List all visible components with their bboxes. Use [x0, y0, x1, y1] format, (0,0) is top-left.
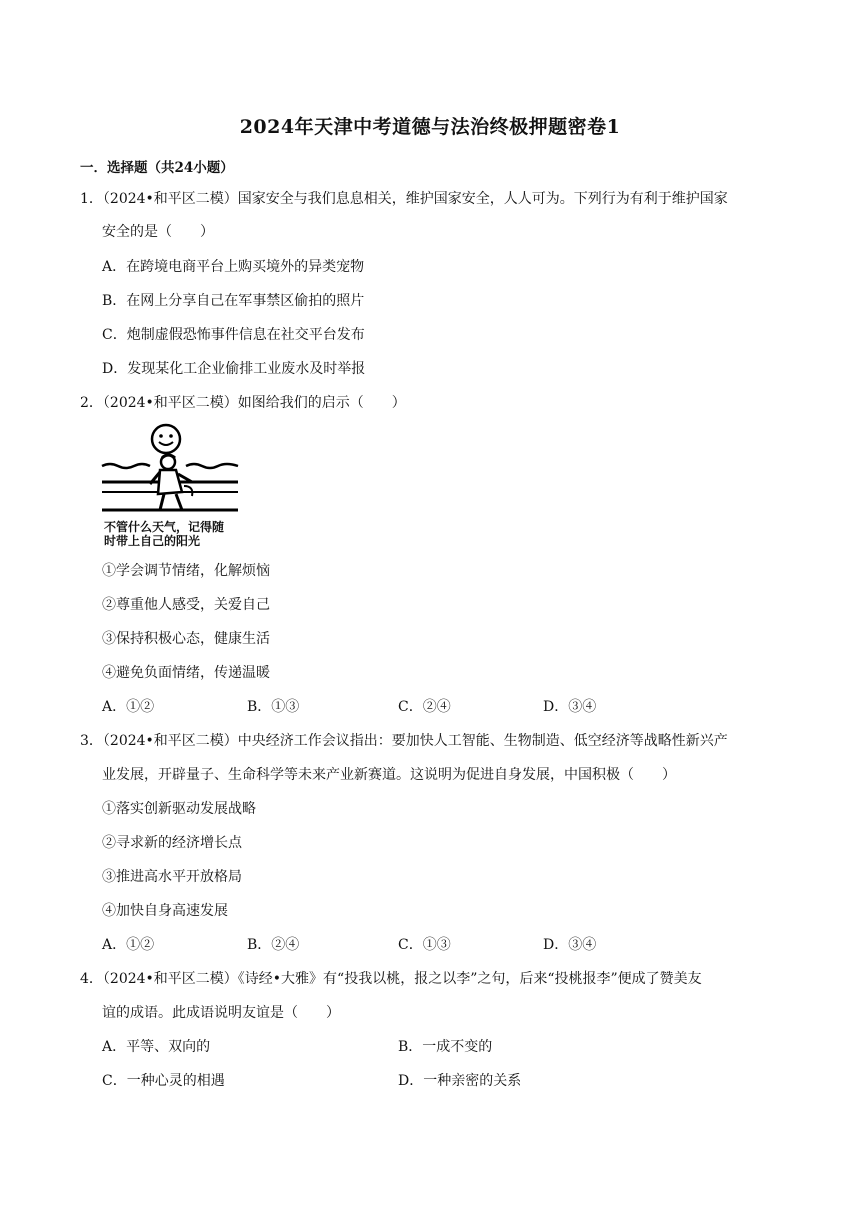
q3-option-d: D．③④	[543, 937, 597, 953]
q1-option-d: D．发现某化工企业偷排工业废水及时举报	[102, 361, 366, 377]
section-heading: 一．选择题（共24小题）	[80, 160, 234, 176]
q4-option-d: D．一种亲密的关系	[398, 1073, 522, 1089]
sunshine-cartoon-figure	[100, 422, 240, 550]
q1-option-a: A．在跨境电商平台上购买境外的异类宠物	[102, 259, 365, 275]
q2-option-b: B．①③	[247, 699, 300, 715]
q2-statement-4: ④避免负面情绪，传递温暖	[102, 665, 270, 681]
cartoon-drawing	[100, 422, 240, 520]
q1-option-b: B．在网上分享自己在军事禁区偷拍的照片	[102, 293, 365, 309]
q3-option-c: C．①③	[398, 937, 451, 953]
figure-caption-line1: 不管什么天气，记得随	[104, 520, 225, 534]
q2-statement-1: ①学会调节情绪，化解烦恼	[102, 563, 270, 579]
q3-option-b: B．②④	[247, 937, 300, 953]
page-title: 2024年天津中考道德与法治终极押题密卷1	[239, 116, 621, 138]
q3-option-a: A．①②	[102, 937, 155, 953]
q2-statement-3: ③保持积极心态，健康生活	[102, 631, 270, 647]
q3-statement-1: ①落实创新驱动发展战略	[102, 801, 256, 817]
q2-option-a: A．①②	[102, 699, 155, 715]
figure-caption-line2: 时带上自己的阳光	[104, 534, 201, 548]
q3-stem-line1: 3．（2024•和平区二模）中央经济工作会议指出：要加快人工智能、生物制造、低空经济等战略性新兴产	[80, 733, 728, 749]
q1-stem-line2: 安全的是（ ）	[102, 224, 214, 240]
q1-option-c: C．炮制虚假恐怖事件信息在社交平台发布	[102, 327, 365, 343]
q4-stem-line2: 谊的成语。此成语说明友谊是（ ）	[102, 1005, 340, 1021]
q1-stem-line1: 1．（2024•和平区二模）国家安全与我们息息相关，维护国家安全，人人可为。下列行为有利于维护国家	[80, 191, 728, 207]
q4-option-a: A．平等、双向的	[102, 1039, 211, 1055]
q4-option-c: C．一种心灵的相遇	[102, 1073, 225, 1089]
q3-statement-4: ④加快自身高速发展	[102, 903, 228, 919]
q2-option-d: D．③④	[543, 699, 597, 715]
q4-option-b: B．一成不变的	[398, 1039, 493, 1055]
q3-statement-2: ②寻求新的经济增长点	[102, 835, 242, 851]
q3-stem-line2: 业发展，开辟量子、生命科学等未来产业新赛道。这说明为促进自身发展，中国积极（ ）	[102, 767, 676, 783]
q3-statement-3: ③推进高水平开放格局	[102, 869, 242, 885]
q2-stem-line1: 2．（2024•和平区二模）如图给我们的启示（ ）	[80, 395, 406, 411]
q2-option-c: C．②④	[398, 699, 451, 715]
q4-stem-line1: 4．（2024•和平区二模）《诗经•大雅》有“投我以桃，报之以李”之句，后来“投桃报李”便成了赞美友	[80, 971, 702, 987]
smiling-sun-icon	[152, 425, 180, 453]
q2-statement-2: ②尊重他人感受，关爱自己	[102, 597, 270, 613]
